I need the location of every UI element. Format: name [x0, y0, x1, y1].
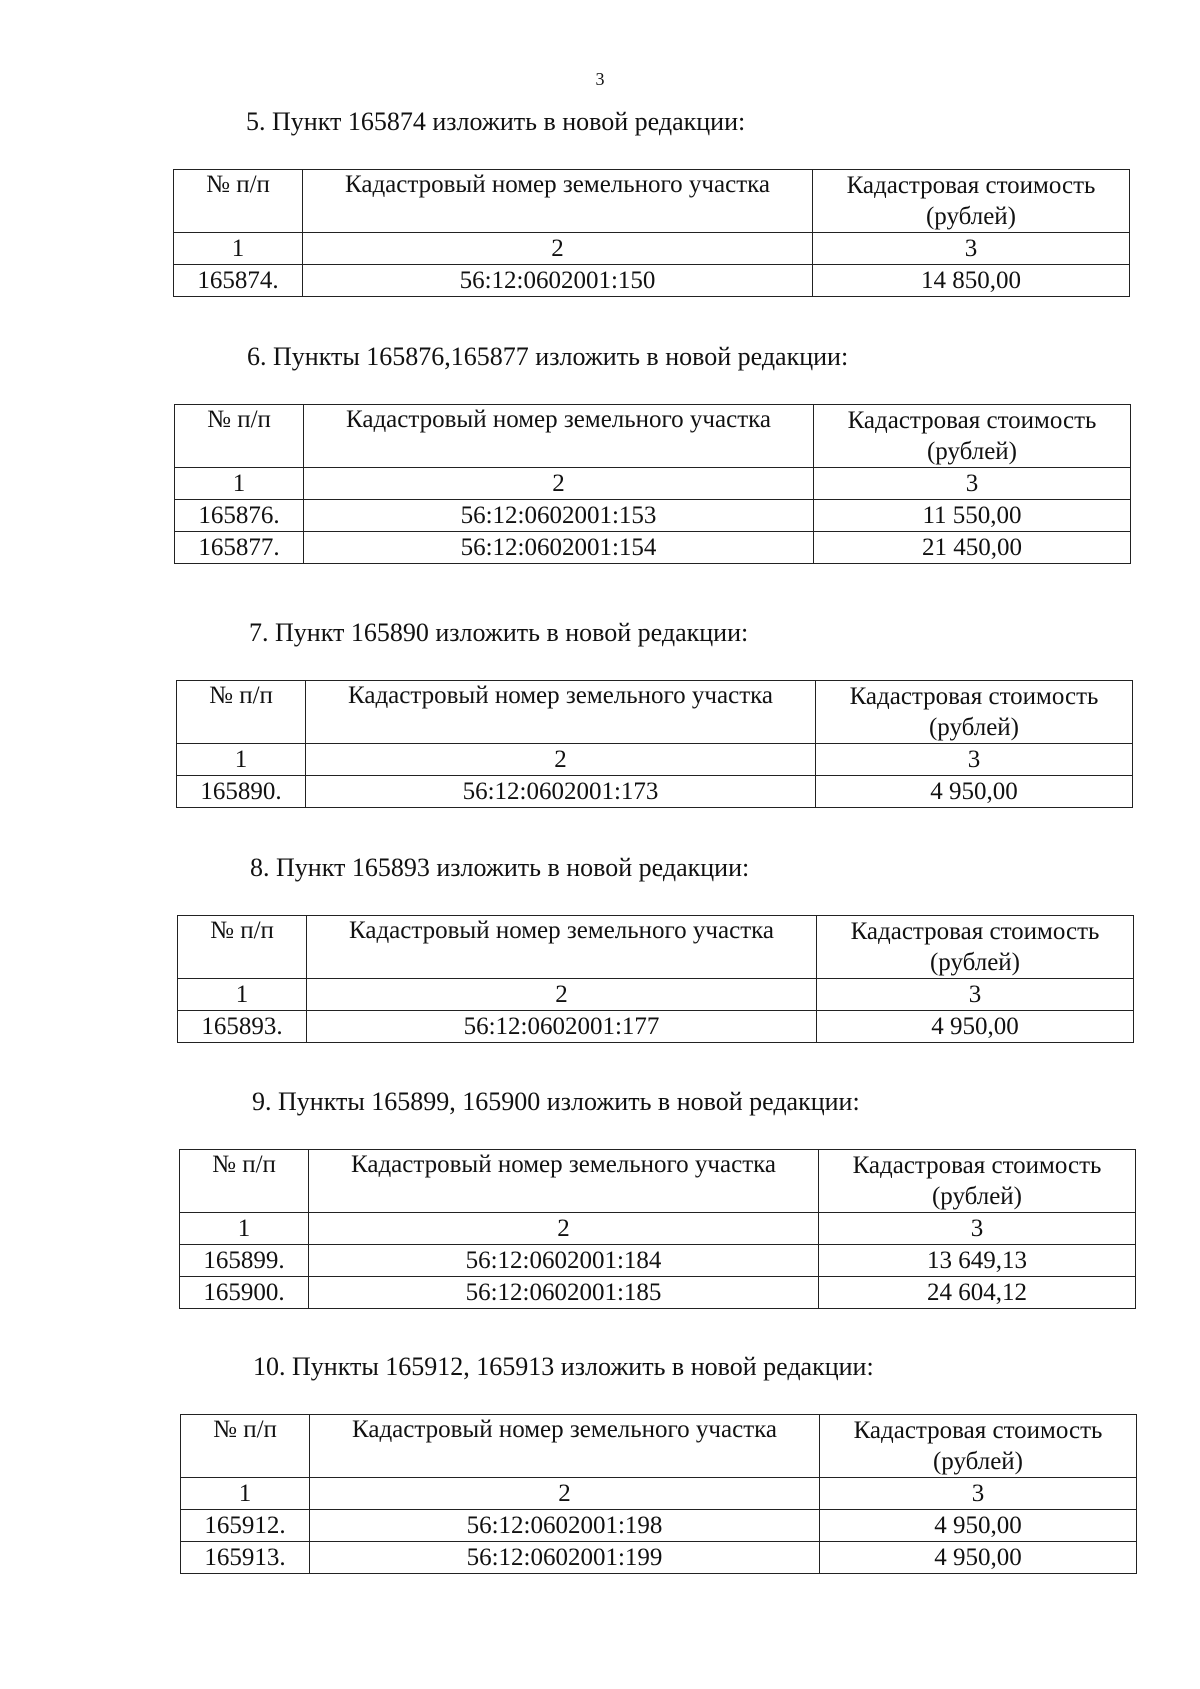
header-number-cell: № п/п — [180, 1150, 309, 1213]
header-number-cell: № п/п — [174, 170, 303, 233]
item-number: 165890. — [177, 776, 306, 808]
item-number: 165900. — [180, 1277, 309, 1309]
header-value-label: Кадастровая стоимость — [846, 172, 1096, 199]
column-number-3: 3 — [820, 1478, 1137, 1510]
column-number-3: 3 — [813, 233, 1130, 265]
cadastral-table — [173, 169, 1130, 297]
column-number-row — [180, 1213, 1136, 1245]
column-number-1: 1 — [174, 233, 303, 265]
column-number-2: 2 — [307, 979, 817, 1011]
header-cadastral-cell: Кадастровый номер земельного участка — [310, 1415, 820, 1478]
header-cadastral-cell: Кадастровый номер земельного участка — [309, 1150, 819, 1213]
section-heading: 9. Пункты 165899, 165900 изложить в новой редакции: — [252, 1087, 860, 1116]
table-row — [181, 1542, 1137, 1574]
section-heading: 6. Пункты 165876,165877 изложить в новой редакции: — [247, 342, 849, 371]
header-value-unit: (рублей) — [928, 714, 1020, 741]
header-value-cell — [817, 916, 1134, 979]
table-header-row — [177, 681, 1133, 744]
header-value-cell — [814, 405, 1131, 468]
item-number: 165876. — [175, 500, 304, 532]
table-header-row — [175, 405, 1131, 468]
header-value-unit: (рублей) — [926, 438, 1018, 465]
table-header-row — [181, 1415, 1137, 1478]
page-number: 3 — [595, 69, 605, 89]
cadastral-number: 56:12:0602001:185 — [309, 1277, 819, 1309]
table-row — [175, 532, 1131, 564]
column-number-1: 1 — [177, 744, 306, 776]
cadastral-number: 56:12:0602001:184 — [309, 1245, 819, 1277]
header-cadastral-cell: Кадастровый номер земельного участка — [304, 405, 814, 468]
item-number: 165874. — [174, 265, 303, 297]
table-header-row — [180, 1150, 1136, 1213]
header-number-cell: № п/п — [178, 916, 307, 979]
cadastral-value: 4 950,00 — [820, 1542, 1137, 1574]
table-row — [180, 1245, 1136, 1277]
header-number-cell: № п/п — [175, 405, 304, 468]
header-value-label: Кадастровая стоимость — [853, 1417, 1103, 1444]
header-cadastral-cell: Кадастровый номер земельного участка — [307, 916, 817, 979]
header-number-cell: № п/п — [181, 1415, 310, 1478]
section-heading: 10. Пункты 165912, 165913 изложить в новой редакции: — [253, 1352, 874, 1381]
header-cadastral-cell: Кадастровый номер земельного участка — [306, 681, 816, 744]
column-number-2: 2 — [304, 468, 814, 500]
column-number-row — [174, 233, 1130, 265]
header-value-unit: (рублей) — [925, 203, 1017, 230]
column-number-row — [181, 1478, 1137, 1510]
cadastral-value: 11 550,00 — [814, 500, 1131, 532]
section-heading: 8. Пункт 165893 изложить в новой редакции: — [250, 853, 750, 882]
header-value-unit: (рублей) — [931, 1183, 1023, 1210]
column-number-3: 3 — [819, 1213, 1136, 1245]
cadastral-number: 56:12:0602001:177 — [307, 1011, 817, 1043]
cadastral-table — [176, 680, 1133, 808]
column-number-1: 1 — [181, 1478, 310, 1510]
column-number-row — [178, 979, 1134, 1011]
table-row — [181, 1510, 1137, 1542]
cadastral-value: 4 950,00 — [817, 1011, 1134, 1043]
cadastral-number: 56:12:0602001:198 — [310, 1510, 820, 1542]
header-value-cell — [819, 1150, 1136, 1213]
header-cadastral-cell: Кадастровый номер земельного участка — [303, 170, 813, 233]
item-number: 165912. — [181, 1510, 310, 1542]
column-number-3: 3 — [817, 979, 1134, 1011]
column-number-2: 2 — [306, 744, 816, 776]
column-number-2: 2 — [309, 1213, 819, 1245]
column-number-1: 1 — [178, 979, 307, 1011]
section-heading: 5. Пункт 165874 изложить в новой редакции: — [246, 107, 746, 136]
table-row — [180, 1277, 1136, 1309]
header-value-cell — [816, 681, 1133, 744]
table-row — [175, 500, 1131, 532]
header-value-label: Кадастровая стоимость — [852, 1152, 1102, 1179]
cadastral-value: 24 604,12 — [819, 1277, 1136, 1309]
table-row — [178, 1011, 1134, 1043]
column-number-row — [177, 744, 1133, 776]
cadastral-table — [179, 1149, 1136, 1309]
section-heading: 7. Пункт 165890 изложить в новой редакции: — [249, 618, 749, 647]
cadastral-table — [174, 404, 1131, 564]
header-value-unit: (рублей) — [929, 949, 1021, 976]
table-header-row — [174, 170, 1130, 233]
item-number: 165893. — [178, 1011, 307, 1043]
header-number-cell: № п/п — [177, 681, 306, 744]
column-number-2: 2 — [303, 233, 813, 265]
item-number: 165877. — [175, 532, 304, 564]
cadastral-number: 56:12:0602001:150 — [303, 265, 813, 297]
column-number-3: 3 — [814, 468, 1131, 500]
column-number-row — [175, 468, 1131, 500]
column-number-1: 1 — [180, 1213, 309, 1245]
cadastral-number: 56:12:0602001:199 — [310, 1542, 820, 1574]
table-header-row — [178, 916, 1134, 979]
header-value-label: Кадастровая стоимость — [850, 918, 1100, 945]
cadastral-value: 4 950,00 — [816, 776, 1133, 808]
cadastral-value: 21 450,00 — [814, 532, 1131, 564]
cadastral-value: 4 950,00 — [820, 1510, 1137, 1542]
cadastral-number: 56:12:0602001:173 — [306, 776, 816, 808]
column-number-3: 3 — [816, 744, 1133, 776]
header-value-unit: (рублей) — [932, 1448, 1024, 1475]
cadastral-value: 14 850,00 — [813, 265, 1130, 297]
table-row — [174, 265, 1130, 297]
cadastral-number: 56:12:0602001:154 — [304, 532, 814, 564]
item-number: 165913. — [181, 1542, 310, 1574]
cadastral-table — [177, 915, 1134, 1043]
item-number: 165899. — [180, 1245, 309, 1277]
header-value-cell — [813, 170, 1130, 233]
column-number-1: 1 — [175, 468, 304, 500]
cadastral-value: 13 649,13 — [819, 1245, 1136, 1277]
cadastral-number: 56:12:0602001:153 — [304, 500, 814, 532]
header-value-cell — [820, 1415, 1137, 1478]
header-value-label: Кадастровая стоимость — [849, 683, 1099, 710]
header-value-label: Кадастровая стоимость — [847, 407, 1097, 434]
table-row — [177, 776, 1133, 808]
cadastral-table — [180, 1414, 1137, 1574]
column-number-2: 2 — [310, 1478, 820, 1510]
